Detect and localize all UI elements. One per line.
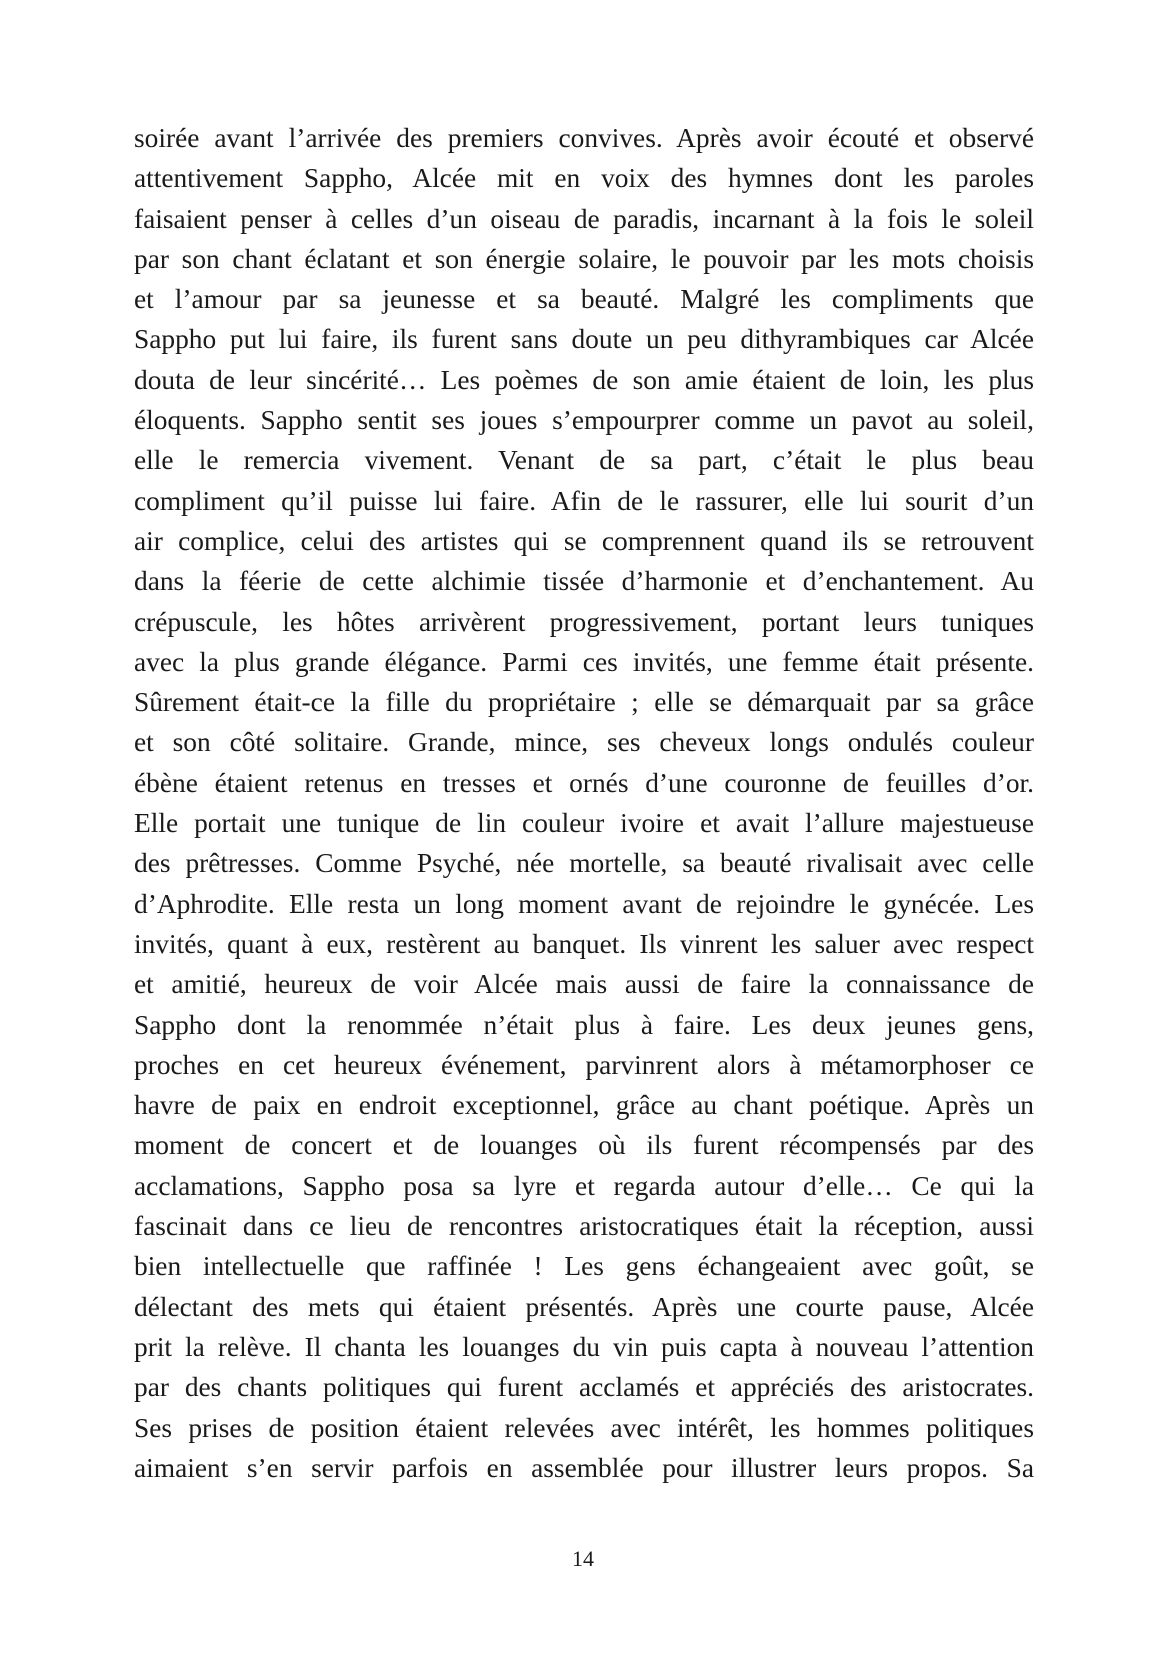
text-line: des prêtresses. Comme Psyché, née mortelle, sa beauté rivalisait avec celle xyxy=(134,848,1034,879)
text-line: douta de leur sincérité… Les poèmes de son amie étaient de loin, les plus xyxy=(134,364,1034,395)
text-line: invités, quant à eux, restèrent au banquet. Ils vinrent les saluer avec respect xyxy=(134,928,1034,959)
text-line: Ses prises de position étaient relevées avec intérêt, les hommes politiques xyxy=(134,1412,1034,1443)
text-line: proches en cet heureux événement, parvinrent alors à métamorphoser ce xyxy=(134,1049,1034,1080)
text-line: prit la relève. Il chanta les louanges du vin puis capta à nouveau l’attention xyxy=(134,1331,1034,1362)
text-line: acclamations, Sappho posa sa lyre et regarda autour d’elle… Ce qui la xyxy=(134,1170,1034,1201)
page-number: 14 xyxy=(572,1546,594,1571)
text-line: air complice, celui des artistes qui se comprennent quand ils se retrouvent xyxy=(134,525,1034,556)
text-line: bien intellectuelle que raffinée ! Les gens échangeaient avec goût, se xyxy=(134,1251,1034,1282)
text-line: et amitié, heureux de voir Alcée mais aussi de faire la connaissance de xyxy=(134,969,1034,1000)
text-line: crépuscule, les hôtes arrivèrent progressivement, portant leurs tuniques xyxy=(134,606,1034,637)
text-line: dans la féerie de cette alchimie tissée d’harmonie et d’enchantement. Au xyxy=(134,566,1034,597)
text-line: Sappho put lui faire, ils furent sans doute un peu dithyrambiques car Alcée xyxy=(134,324,1034,355)
body-text xyxy=(134,118,1034,1488)
text-line: et son côté solitaire. Grande, mince, ses cheveux longs ondulés couleur xyxy=(134,727,1034,758)
text-line: moment de concert et de louanges où ils furent récompensés par des xyxy=(134,1130,1034,1161)
text-line: faisaient penser à celles d’un oiseau de paradis, incarnant à la fois le soleil xyxy=(134,203,1034,234)
text-line: soirée avant l’arrivée des premiers convives. Après avoir écouté et observé xyxy=(134,123,1034,153)
text-line: délectant des mets qui étaient présentés. Après une courte pause, Alcée xyxy=(134,1291,1034,1322)
text-line: elle le remercia vivement. Venant de sa part, c’était le plus beau xyxy=(134,445,1034,476)
text-line: éloquents. Sappho sentit ses joues s’empourprer comme un pavot au soleil, xyxy=(134,405,1034,436)
text-line: fascinait dans ce lieu de rencontres aristocratiques était la réception, aussi xyxy=(134,1211,1034,1242)
text-line: compliment qu’il puisse lui faire. Afin de le rassurer, elle lui sourit d’un xyxy=(134,485,1034,516)
text-line: par des chants politiques qui furent acclamés et appréciés des aristocrates. xyxy=(134,1372,1034,1403)
text-line: Elle portait une tunique de lin couleur ivoire et avait l’allure majestueuse xyxy=(134,808,1034,839)
text-line: Sappho dont la renommée n’était plus à faire. Les deux jeunes gens, xyxy=(134,1009,1034,1040)
text-line: d’Aphrodite. Elle resta un long moment avant de rejoindre le gynécée. Les xyxy=(134,888,1034,919)
text-line: havre de paix en endroit exceptionnel, grâce au chant poétique. Après un xyxy=(134,1090,1034,1121)
text-line: aimaient s’en servir parfois en assemblée pour illustrer leurs propos. Sa xyxy=(134,1452,1034,1483)
text-line: ébène étaient retenus en tresses et ornés d’une couronne de feuilles d’or. xyxy=(134,767,1034,798)
text-line: Sûrement était-ce la fille du propriétaire ; elle se démarquait par sa grâce xyxy=(134,687,1034,718)
text-line: et l’amour par sa jeunesse et sa beauté. Malgré les compliments que xyxy=(134,284,1034,315)
text-line: avec la plus grande élégance. Parmi ces invités, une femme était présente. xyxy=(134,646,1034,677)
text-line: par son chant éclatant et son énergie solaire, le pouvoir par les mots choisis xyxy=(134,243,1034,274)
text-line: attentivement Sappho, Alcée mit en voix des hymnes dont les paroles xyxy=(134,163,1034,194)
